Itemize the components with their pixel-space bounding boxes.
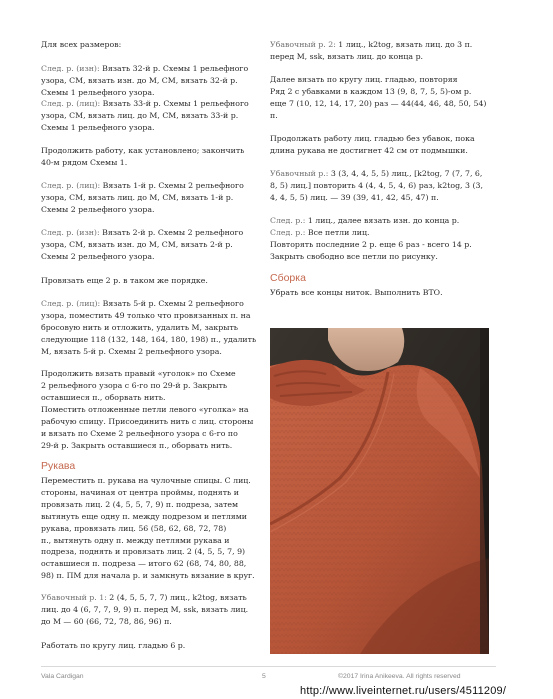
paragraph-next-row-2 — [270, 227, 496, 239]
row-text: 2 (4, 5, 5, 7, 7) лиц., k2tog, вязать лиц. до 4 (6, 7, 7, 9, 9) п. перед М, ssk, вязать лиц. до М — 60 (66, 72, 78, 86, 96) п. — [41, 593, 249, 626]
row-label: След. р. (лиц): — [41, 99, 101, 108]
row-label: Убавочный р. 1: — [41, 593, 107, 602]
paragraph-decrease-row — [270, 168, 496, 204]
paragraph-continue-round: Далее вязать по кругу лиц. гладью, повторяя Ряд 2 с убавками в каждом 13 (9, 8, 7, 5, 5)-ом р. еще 7 (10, 12, 14, 17, 20) раз — 44(44, 46, 48, 50, 54) п. — [270, 75, 487, 120]
paragraph-continue: Продолжить работу, как установлено; закончить 40-м рядом Схемы 1. — [41, 146, 245, 167]
footer-title: Vala Cardigan — [41, 673, 84, 680]
row-text: Вязать 5-й р. Схемы 2 рельефного узора, поместить 49 только что провязанных п. на бросовую нить и отложить, удалить М, закрыть следующие 118 (132, 148, 164, 180, 198) п., удалить М, вязать 5-й р. Схемы 2 рельефного узора. — [41, 299, 257, 356]
row-text: 1 лиц., далее вязать изн. до конца р. — [305, 216, 460, 225]
row-label: След. р. (лиц): — [41, 299, 101, 308]
row-label: Убавочный р. 2: — [270, 40, 336, 49]
row-label: След. р. (изн): — [41, 64, 100, 73]
row-text: Вязать 2-й р. Схемы 2 рельефного узора, СМ, вязать изн. до М, СМ, вязать 2-й р. Схемы 2 рельефного узора. — [41, 228, 244, 261]
paragraph-row-1 — [41, 180, 263, 216]
sweater-illustration — [270, 328, 489, 654]
paragraph-row-2 — [41, 227, 263, 263]
sweater-photo — [270, 328, 489, 654]
paragraph-row-5 — [41, 298, 263, 358]
watermark-url: http://www.liveinternet.ru/users/4511209/ — [300, 685, 507, 697]
row-text: Вязать 1-й р. Схемы 2 рельефного узора, СМ, вязать лиц. до М, СМ, вязать 1-й р. Схемы 2 рельефного узора. — [41, 181, 244, 214]
row-label: След. р.: — [270, 216, 306, 225]
paragraph-right-corner: Продолжить вязать правый «уголок» по Схеме 2 рельефного узора с 6-го по 29-й р. Закрыть оставшиеся п., оборвать нить. — [41, 369, 236, 402]
row-label: След. р. (лиц): — [41, 181, 101, 190]
footer-divider — [41, 666, 496, 667]
paragraph-row-33 — [41, 98, 263, 134]
row-text: Вязать 32-й р. Схемы 1 рельефного узора, СМ, вязать изн. до М, СМ, вязать 32-й р. Схемы 1 рельефного узора. — [41, 64, 249, 97]
paragraph-row-32 — [41, 63, 263, 99]
row-label: След. р.: — [270, 228, 306, 237]
page-number: 5 — [262, 673, 266, 680]
paragraph-work-6-rows: Работать по кругу лиц. гладью 6 р. — [41, 641, 186, 650]
paragraph-decrease-row-1 — [41, 592, 263, 628]
paragraph-repeat-rows: Повторять последние 2 р. еще 6 раз - всего 14 р. Закрыть свободно все петли по рисунку. — [270, 240, 472, 261]
row-text: 1 лиц., k2tog, вязать лиц. до 3 п. перед М, ssk, вязать лиц. до конца р. — [270, 40, 473, 61]
footer-copyright: ©2017 Irina Anikeeva. All rights reserved — [338, 673, 461, 680]
paragraph-sleeve-pickup: Переместить п. рукава на чулочные спицы. С лиц. стороны, начиная от центра проймы, поднять и провязать лиц. 2 (4, 5, 5, 7, 9) п. подреза, затем вытянуть еще одну п. между подрезом и петлями рукава, провязать лиц. 56 (58, 62, 68, 72, 78) п., вытянуть одну п. между петлями рукава и подреза, поднять и провязать лиц. 2 (4, 5, 5, 7, 9) оставшиеся п. подреза — итого 62 (68, 74, 80, 88, 98) п. ПМ для начала р. и замкнуть вязание в круг. — [41, 476, 255, 581]
paragraph-work-no-decreases: Продолжать работу лиц. гладью без убавок, пока длина рукава не достигнет 42 см от подмышки. — [270, 134, 475, 155]
paragraph-finishing: Убрать все концы ниток. Выполнить ВТО. — [270, 288, 443, 297]
section-heading-assembly: Сборка — [270, 272, 306, 284]
row-text: Вязать 33-й р. Схемы 1 рельефного узора, СМ, вязать лиц. до М, СМ, вязать 33-й р. Схемы 1 рельефного узора. — [41, 99, 249, 132]
row-label: След. р. (изн): — [41, 228, 100, 237]
section-heading-sleeves: Рукава — [41, 460, 76, 472]
row-text: 3 (3, 4, 4, 5, 5) лиц., [k2tog, 7 (7, 7, 6, 8, 5) лиц.] повторить 4 (4, 4, 5, 4, 6) раз, k2tog, 3 (3, 4, 4, 5, 5) лиц. — 39 (39, 41, 42, 45, 47) п. — [270, 169, 483, 202]
row-label: Убавочный р.: — [270, 169, 329, 178]
row-text: Все петли лиц. — [305, 228, 370, 237]
paragraph-left-corner: Поместить отложенные петли левого «уголка» на рабочую спицу. Присоединить нить с лиц. стороны и вязать по Схеме 2 рельефного узора с 6-го по 29-й р. Закрыть оставшиеся п., оборвать нить. — [41, 405, 254, 450]
paragraph-two-more-rows: Провязать еще 2 р. в таком же порядке. — [41, 276, 208, 285]
paragraph-all-sizes: Для всех размеров: — [41, 40, 122, 49]
paragraph-next-row-1 — [270, 215, 496, 227]
paragraph-decrease-row-2 — [270, 39, 496, 63]
